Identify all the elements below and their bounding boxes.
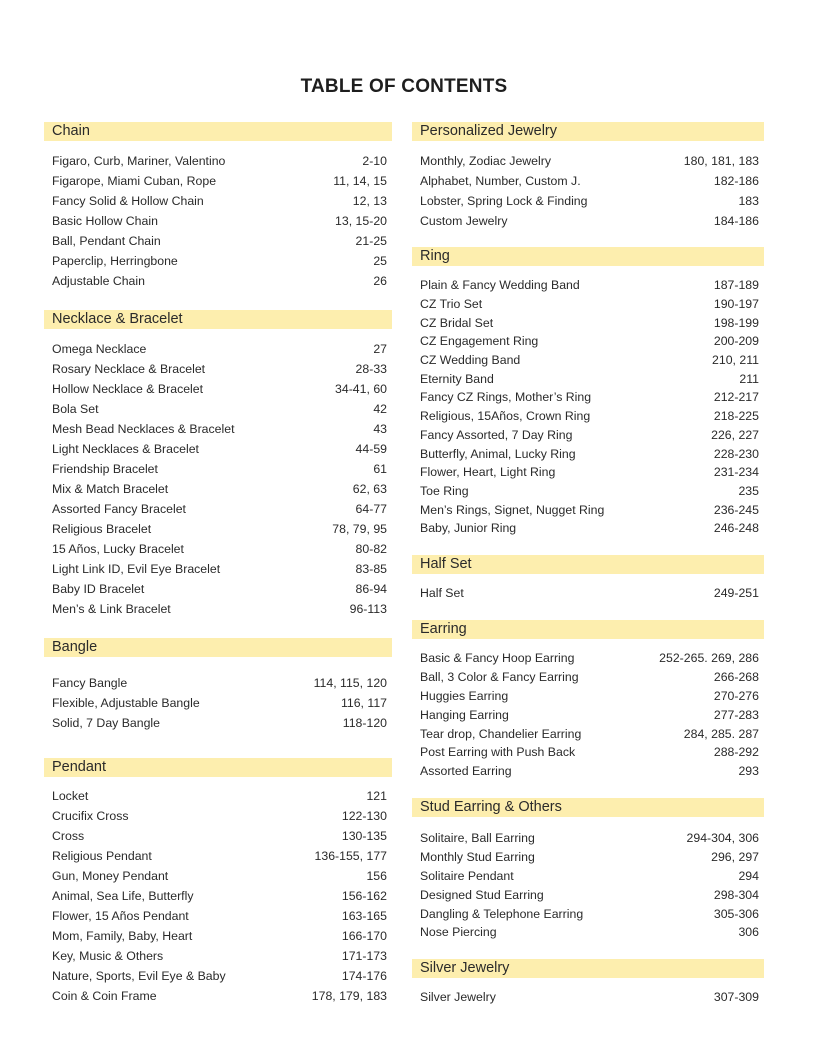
entry-name: Light Link ID, Evil Eye Bracelet [52,562,221,576]
entry-name: Figaro, Curb, Mariner, Valentino [52,154,226,168]
entry-name: Flower, 15 Años Pendant [52,909,189,923]
toc-entry [420,923,759,942]
toc-entry [52,846,387,866]
toc-entry [52,986,387,1006]
toc-entry [52,399,387,419]
entry-list [420,151,759,231]
entry-pages: 86-94 [355,582,387,596]
entry-pages: 236-245 [713,502,759,517]
entry-pages: 12, 13 [352,194,387,208]
entry-pages: 174-176 [341,969,387,983]
toc-entry [420,687,759,706]
toc-entry [52,231,387,251]
entry-pages: 2-10 [362,154,387,168]
entry-pages: 42 [373,402,387,416]
entry-list [420,583,759,603]
entry-name: Flower, Heart, Light Ring [420,465,556,480]
entry-pages: 156 [366,869,387,883]
entry-name: Monthly, Zodiac Jewelry [420,154,551,168]
entry-pages: 156-162 [341,889,387,903]
entry-pages: 249-251 [713,586,759,600]
entry-name: Baby, Junior Ring [420,521,517,536]
toc-entry [420,904,759,923]
entry-name: Gun, Money Pendant [52,869,169,883]
toc-entry [420,705,759,724]
entry-name: Crucifix Cross [52,809,129,823]
entry-pages: 296, 297 [711,850,759,865]
entry-name: Flexible, Adjustable Bangle [52,696,200,710]
toc-entry [52,966,387,986]
entry-pages: 62, 63 [352,482,387,496]
entry-name: Toe Ring [420,483,469,498]
entry-pages: 163-165 [341,909,387,923]
entry-name: Ball, Pendant Chain [52,234,161,248]
toc-entry [52,191,387,211]
toc-entry [52,499,387,519]
entry-pages: 118-120 [342,716,387,730]
entry-name: Silver Jewelry [420,990,496,1004]
entry-pages: 190-197 [713,297,759,312]
toc-entry [52,339,387,359]
entry-name: Fancy CZ Rings, Mother’s Ring [420,390,592,405]
entry-pages: 293 [738,764,759,779]
section-heading: Half Set [412,555,764,574]
toc-entry [420,351,759,370]
entry-name: Nature, Sports, Evil Eye & Baby [52,969,226,983]
toc-entry [52,786,387,806]
toc-entry [52,419,387,439]
entry-name: Ball, 3 Color & Fancy Earring [420,670,579,685]
entry-pages: 200-209 [713,334,759,349]
entry-pages: 184-186 [713,214,759,228]
section-heading: Bangle [44,638,392,657]
entry-pages: 212-217 [713,390,759,405]
toc-entry [52,151,387,171]
section-heading: Earring [412,620,764,639]
entry-name: Bola Set [52,402,99,416]
section-earring [412,620,764,779]
toc-entry [420,762,759,781]
entry-pages: 183 [738,194,759,208]
section-stud-earring-others [412,798,764,940]
entry-pages: 210, 211 [712,353,759,368]
entry-name: Adjustable Chain [52,274,145,288]
toc-entry [52,519,387,539]
entry-name: Hollow Necklace & Bracelet [52,382,204,396]
toc-entry [420,332,759,351]
section-chain [44,122,392,288]
entry-name: Fancy Assorted, 7 Day Ring [420,427,573,442]
entry-name: Half Set [420,586,464,600]
toc-entry [420,519,759,538]
toc-entry [420,583,759,603]
toc-entry [52,559,387,579]
toc-entry [52,946,387,966]
toc-entry [52,459,387,479]
entry-pages: 284, 285. 287 [683,726,759,741]
entry-name: Religious Pendant [52,849,152,863]
toc-entry [52,806,387,826]
entry-pages: 21-25 [355,234,387,248]
entry-pages: 218-225 [713,409,759,424]
toc-entry [420,444,759,463]
toc-entry [52,886,387,906]
entry-name: Figarope, Miami Cuban, Rope [52,174,217,188]
entry-name: Assorted Earring [420,764,512,779]
entry-name: Solitaire Pendant [420,868,514,883]
entry-pages: 277-283 [713,707,759,722]
entry-pages: 231-234 [713,465,759,480]
toc-entry [52,539,387,559]
toc-entry [420,482,759,501]
toc-entry [420,426,759,445]
entry-pages: 235 [738,483,759,498]
entry-pages: 122-130 [341,809,387,823]
entry-pages: 27 [373,342,387,356]
entry-pages: 80-82 [355,542,387,556]
entry-pages: 166-170 [341,929,387,943]
entry-name: Rosary Necklace & Bracelet [52,362,206,376]
entry-pages: 246-248 [713,521,759,536]
entry-name: Fancy Solid & Hollow Chain [52,194,204,208]
entry-pages: 294-304, 306 [686,831,759,846]
entry-pages: 121 [366,789,387,803]
entry-pages: 34-41, 60 [335,382,387,396]
entry-name: Coin & Coin Frame [52,989,157,1003]
entry-name: Locket [52,789,89,803]
entry-pages: 178, 179, 183 [311,989,387,1003]
toc-entry [52,693,387,713]
entry-pages: 298-304 [713,887,759,902]
section-half-set [412,555,764,600]
toc-entry [420,848,759,867]
entry-list [420,649,759,781]
section-necklace-bracelet [44,310,392,616]
toc-entry [420,407,759,426]
entry-pages: 61 [373,462,387,476]
entry-pages: 28-33 [355,362,387,376]
entry-pages: 294 [738,868,759,883]
toc-entry [52,251,387,271]
toc-entry [420,829,759,848]
toc-entry [420,867,759,886]
entry-pages: 228-230 [713,446,759,461]
entry-pages: 180, 181, 183 [683,154,759,168]
entry-name: Religious, 15Años, Crown Ring [420,409,591,424]
toc-entry [420,885,759,904]
entry-list [52,151,387,291]
toc-entry [52,479,387,499]
toc-entry [420,724,759,743]
entry-name: Basic & Fancy Hoop Earring [420,651,575,666]
entry-name: Solid, 7 Day Bangle [52,716,161,730]
entry-list [52,339,387,619]
toc-entry [420,388,759,407]
entry-name: Dangling & Telephone Earring [420,906,584,921]
entry-name: Fancy Bangle [52,676,128,690]
entry-pages: 96-113 [349,602,387,616]
section-ring [412,247,764,536]
entry-list [420,987,759,1007]
section-heading: Stud Earring & Others [412,798,764,817]
entry-pages: 114, 115, 120 [313,676,387,690]
toc-entry [420,276,759,295]
entry-name: Alphabet, Number, Custom J. [420,174,581,188]
entry-list [420,276,759,538]
entry-name: Omega Necklace [52,342,147,356]
entry-name: Men’s & Link Bracelet [52,602,171,616]
toc-entry [52,271,387,291]
entry-pages: 182-186 [713,174,759,188]
toc-entry [420,211,759,231]
entry-name: Friendship Bracelet [52,462,158,476]
entry-pages: 136-155, 177 [314,849,387,863]
toc-entry [52,359,387,379]
entry-pages: 226, 227 [711,427,759,442]
section-heading: Necklace & Bracelet [44,310,392,329]
toc-entry [420,743,759,762]
toc-entry [52,673,387,693]
toc-entry [420,463,759,482]
entry-name: CZ Bridal Set [420,315,494,330]
entry-pages: 211 [739,371,759,386]
toc-entry [52,866,387,886]
section-heading: Ring [412,247,764,266]
entry-name: CZ Trio Set [420,297,483,312]
entry-pages: 64-77 [355,502,387,516]
entry-name: Butterfly, Animal, Lucky Ring [420,446,576,461]
toc-entry [420,313,759,332]
entry-pages: 187-189 [713,278,759,293]
entry-pages: 270-276 [713,688,759,703]
entry-name: Men’s Rings, Signet, Nugget Ring [420,502,605,517]
section-pendant [44,758,392,1003]
entry-pages: 305-306 [713,906,759,921]
entry-pages: 116, 117 [340,696,387,710]
section-personalized-jewelry [412,122,764,228]
toc-entry [420,151,759,171]
entry-pages: 83-85 [355,562,387,576]
toc-entry [420,171,759,191]
entry-name: Lobster, Spring Lock & Finding [420,194,588,208]
toc-entry [52,379,387,399]
entry-pages: 252-265. 269, 286 [659,651,759,666]
entry-name: Solitaire, Ball Earring [420,831,535,846]
entry-pages: 307-309 [713,990,759,1004]
entry-pages: 43 [373,422,387,436]
toc-entry [52,826,387,846]
toc-entry [420,649,759,668]
entry-pages: 26 [373,274,387,288]
section-heading: Pendant [44,758,392,777]
entry-list [52,673,387,733]
entry-name: Eternity Band [420,371,494,386]
entry-name: CZ Engagement Ring [420,334,539,349]
entry-name: Hanging Earring [420,707,509,722]
entry-name: Mom, Family, Baby, Heart [52,929,193,943]
entry-pages: 11, 14, 15 [333,174,387,188]
entry-name: Mesh Bead Necklaces & Bracelet [52,422,235,436]
toc-entry [420,987,759,1007]
entry-list [52,786,387,1006]
toc-entry [420,500,759,519]
entry-name: Designed Stud Earring [420,887,544,902]
entry-name: Cross [52,829,85,843]
entry-name: Mix & Match Bracelet [52,482,169,496]
toc-entry [52,906,387,926]
toc-entry [420,191,759,211]
section-bangle [44,638,392,730]
entry-name: Tear drop, Chandelier Earring [420,726,582,741]
entry-name: Plain & Fancy Wedding Band [420,278,580,293]
entry-pages: 13, 15-20 [335,214,387,228]
entry-pages: 78, 79, 95 [332,522,387,536]
toc-entry [420,668,759,687]
page-title: TABLE OF CONTENTS [300,76,508,97]
entry-name: Key, Music & Others [52,949,164,963]
entry-name: Basic Hollow Chain [52,214,158,228]
toc-entry [52,171,387,191]
entry-name: Paperclip, Herringbone [52,254,178,268]
section-heading: Chain [44,122,392,141]
entry-pages: 25 [373,254,387,268]
section-heading: Silver Jewelry [412,959,764,978]
entry-name: Post Earring with Push Back [420,745,576,760]
entry-pages: 306 [738,925,759,940]
toc-entry [52,579,387,599]
toc-entry [52,599,387,619]
entry-pages: 171-173 [341,949,387,963]
entry-name: Monthly Stud Earring [420,850,535,865]
entry-name: Animal, Sea Life, Butterfly [52,889,194,903]
entry-pages: 198-199 [713,315,759,330]
toc-entry [52,211,387,231]
entry-name: Custom Jewelry [420,214,508,228]
section-heading: Personalized Jewelry [412,122,764,141]
entry-pages: 44-59 [355,442,387,456]
entry-name: 15 Años, Lucky Bracelet [52,542,184,556]
entry-name: Light Necklaces & Bracelet [52,442,199,456]
entry-name: CZ Wedding Band [420,353,521,368]
toc-entry [420,295,759,314]
toc-entry [52,439,387,459]
entry-name: Baby ID Bracelet [52,582,145,596]
toc-entry [420,369,759,388]
toc-entry [52,926,387,946]
entry-name: Religious Bracelet [52,522,152,536]
entry-pages: 130-135 [341,829,387,843]
section-silver-jewelry [412,959,764,1004]
entry-name: Huggies Earring [420,688,509,703]
entry-pages: 288-292 [713,745,759,760]
entry-list [420,829,759,942]
toc-entry [52,713,387,733]
entry-name: Assorted Fancy Bracelet [52,502,186,516]
entry-name: Nose Piercing [420,925,497,940]
entry-pages: 266-268 [713,670,759,685]
